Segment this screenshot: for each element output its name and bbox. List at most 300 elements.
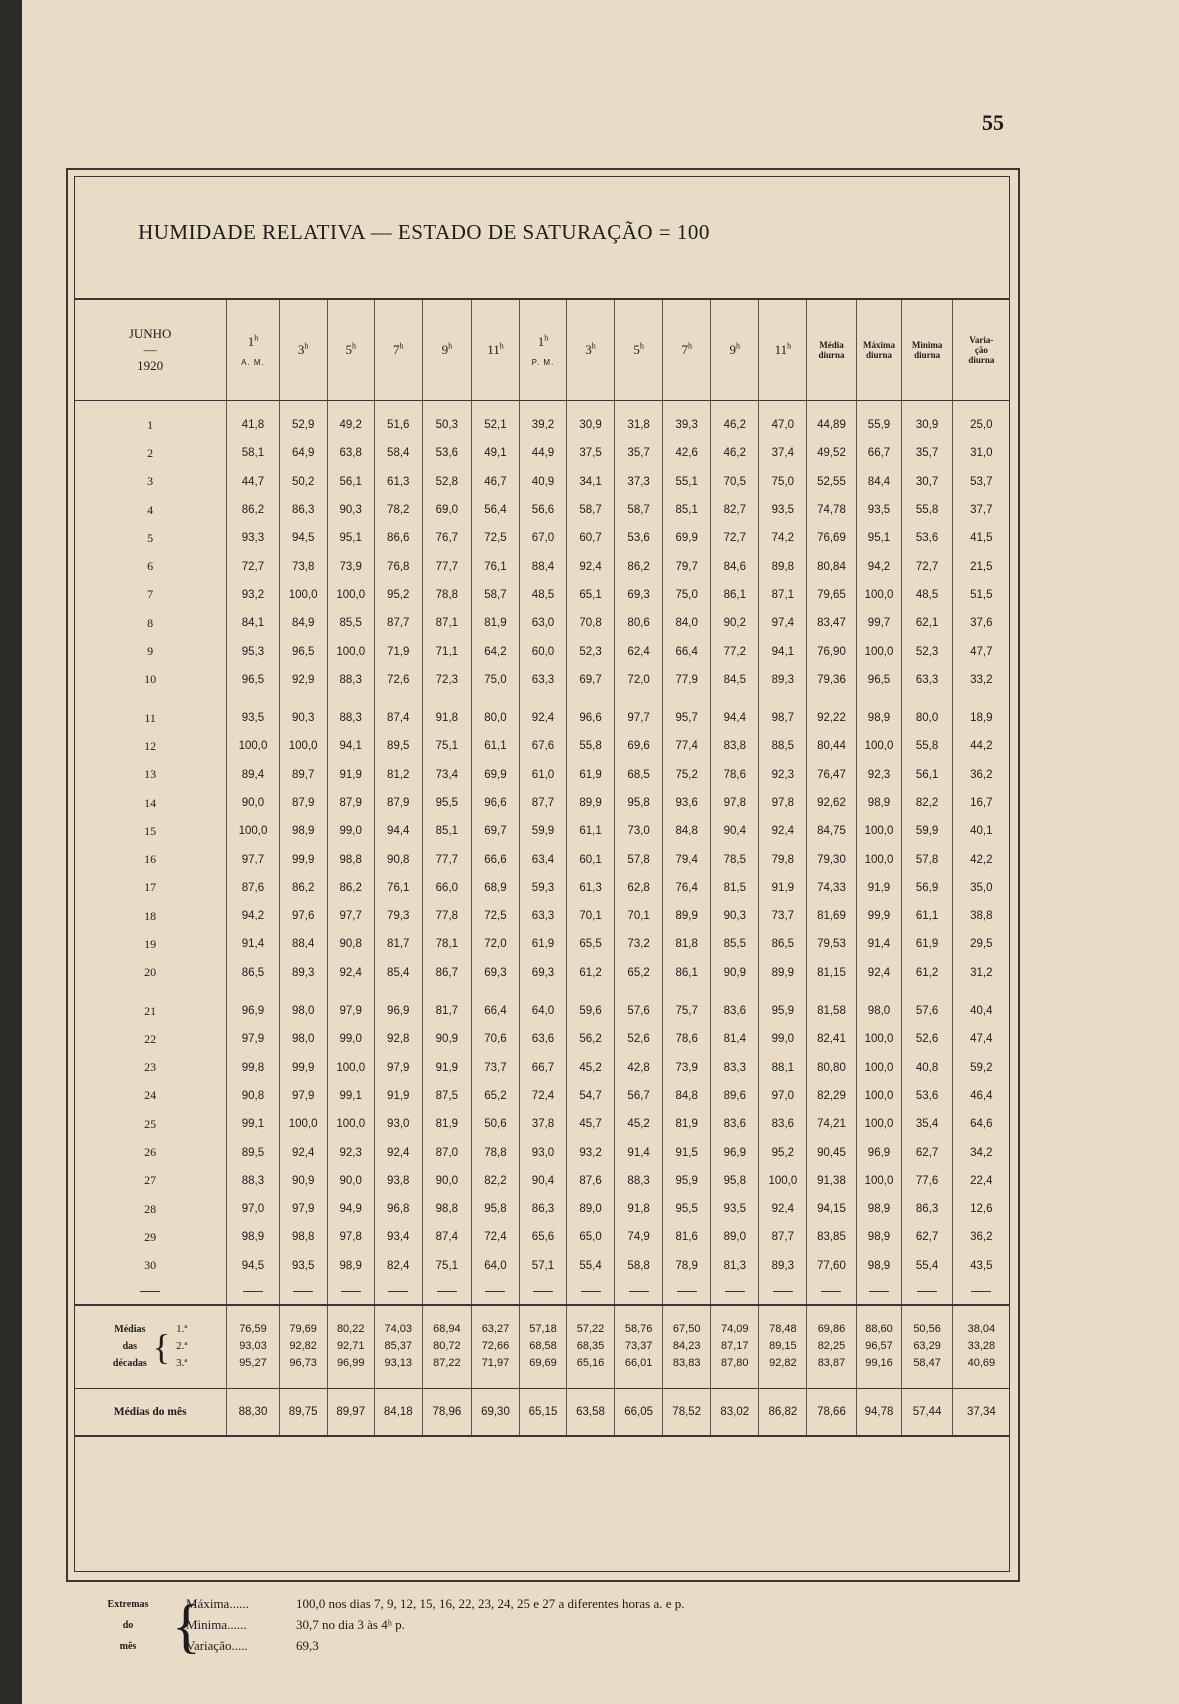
value-cell: 45,2 (567, 1054, 615, 1082)
value-cell: 92,3 (856, 761, 902, 789)
value-cell: 75,1 (422, 1252, 471, 1280)
table-row (74, 411, 1010, 439)
value-cell: 83,6 (759, 1110, 807, 1138)
value-cell: 82,4 (374, 1252, 422, 1280)
value-cell: 82,2 (902, 789, 952, 817)
spacer-cell (711, 694, 759, 704)
spacer-cell (663, 694, 711, 704)
spacer-cell (567, 401, 615, 412)
table-row (74, 552, 1010, 580)
table-row (74, 1138, 1010, 1166)
value-cell: 98,9 (856, 1223, 902, 1251)
header-hour-label (633, 342, 644, 357)
value-cell: 63,4 (520, 845, 567, 873)
value-cell: 74,78 (807, 496, 856, 524)
value-cell: 73,0 (615, 817, 663, 845)
value-cell: 61,2 (902, 959, 952, 987)
value-cell: 90,9 (279, 1167, 327, 1195)
value-cell: 81,4 (711, 1025, 759, 1053)
table-row (74, 1223, 1010, 1251)
month-mean-value: 84,18 (374, 1388, 422, 1436)
extreme-row (84, 1617, 984, 1638)
table-row (74, 1110, 1010, 1138)
dash-row (74, 1280, 1010, 1305)
value-cell: 90,4 (711, 817, 759, 845)
value-cell: 72,4 (471, 1223, 519, 1251)
value-cell: 63,0 (520, 609, 567, 637)
decade-label-word: décadas (112, 1358, 147, 1370)
spacer-cell (471, 694, 519, 704)
dash-mark (485, 1291, 505, 1292)
value-cell: 98,9 (856, 1195, 902, 1223)
dash-cell (327, 1280, 374, 1305)
spacer-cell (663, 401, 711, 412)
value-cell: 97,8 (711, 789, 759, 817)
decade-mean-value: 87,80 (721, 1357, 749, 1370)
value-cell: 91,9 (856, 874, 902, 902)
value-cell: 56,7 (615, 1082, 663, 1110)
value-cell: 91,9 (374, 1082, 422, 1110)
day-number: 3 (147, 474, 154, 489)
decade-mean-value: 38,04 (967, 1323, 996, 1336)
value-cell: 95,9 (759, 997, 807, 1025)
value-cell: 47,4 (952, 1025, 1010, 1053)
value-cell: 93,5 (279, 1252, 327, 1280)
spacer-cell (759, 694, 807, 704)
value-cell: 90,45 (807, 1138, 856, 1166)
decade-mean-value: 74,03 (384, 1323, 412, 1336)
decade-means-cell (567, 1305, 615, 1389)
value-cell: 30,9 (567, 411, 615, 439)
dash-mark (388, 1291, 408, 1292)
day-number: 30 (144, 1258, 157, 1273)
table-row (74, 581, 1010, 609)
value-cell: 93,8 (374, 1167, 422, 1195)
header-hour-suffix: h (639, 341, 644, 351)
spacer-cell (374, 987, 422, 997)
value-cell: 31,2 (952, 959, 1010, 987)
value-cell: 95,5 (663, 1195, 711, 1223)
value-cell: 94,5 (227, 1252, 279, 1280)
value-cell: 92,9 (279, 666, 327, 694)
spacer-cell (807, 987, 856, 997)
table-row (74, 666, 1010, 694)
value-cell: 71,9 (374, 637, 422, 665)
value-cell: 50,2 (279, 468, 327, 496)
value-cell: 78,2 (374, 496, 422, 524)
value-cell: 66,7 (856, 439, 902, 467)
day-number: 27 (144, 1173, 157, 1188)
day-number: 28 (144, 1201, 157, 1216)
decade-means-cell (374, 1305, 422, 1389)
header-hour-period: P. M. (531, 357, 555, 367)
value-cell: 81,9 (471, 609, 519, 637)
value-cell: 72,7 (902, 552, 952, 580)
value-cell: 100,0 (856, 1025, 902, 1053)
decade-mean-value: 83,87 (817, 1357, 846, 1370)
table-row (74, 1195, 1010, 1223)
dash-cell (279, 1280, 327, 1305)
value-cell: 83,47 (807, 609, 856, 637)
month-mean-value: 78,96 (422, 1388, 471, 1436)
header-month: JUNHO (128, 326, 172, 341)
value-cell: 92,4 (567, 552, 615, 580)
day-number: 14 (144, 795, 157, 810)
value-cell: 69,7 (567, 666, 615, 694)
header-stat-line: Minima (911, 340, 943, 350)
header-stat-line: diurna (914, 350, 941, 360)
value-cell: 55,4 (902, 1252, 952, 1280)
value-cell: 29,5 (952, 930, 1010, 958)
decade-ordinal: 1.ª (176, 1323, 188, 1336)
value-cell: 100,0 (856, 732, 902, 760)
day-number: 8 (147, 615, 154, 630)
value-cell: 66,7 (520, 1054, 567, 1082)
decade-mean-value: 65,16 (576, 1357, 605, 1370)
table-row (74, 930, 1010, 958)
decade-mean-value: 80,22 (336, 1323, 365, 1336)
decade-means-cell (279, 1305, 327, 1389)
value-cell: 69,7 (471, 817, 519, 845)
value-cell: 81,9 (422, 1110, 471, 1138)
value-cell: 76,4 (663, 874, 711, 902)
spacer-cell (663, 987, 711, 997)
spacer-cell (856, 401, 902, 412)
table-row (74, 845, 1010, 873)
value-cell: 78,5 (711, 845, 759, 873)
value-cell: 87,4 (374, 704, 422, 732)
value-cell: 92,4 (856, 959, 902, 987)
value-cell: 68,9 (471, 874, 519, 902)
value-cell: 82,7 (711, 496, 759, 524)
spacer-cell (711, 987, 759, 997)
value-cell: 81,6 (663, 1223, 711, 1251)
value-cell: 90,3 (711, 902, 759, 930)
value-cell: 56,6 (520, 496, 567, 524)
value-cell: 78,6 (663, 1025, 711, 1053)
value-cell: 87,9 (374, 789, 422, 817)
value-cell: 39,2 (520, 411, 567, 439)
value-cell: 94,9 (327, 1195, 374, 1223)
value-cell: 96,9 (374, 997, 422, 1025)
value-cell: 90,9 (711, 959, 759, 987)
value-cell: 36,2 (952, 1223, 1010, 1251)
value-cell: 70,1 (567, 902, 615, 930)
value-cell: 31,0 (952, 439, 1010, 467)
dash-mark (629, 1291, 649, 1292)
value-cell: 40,9 (520, 468, 567, 496)
value-cell: 99,9 (279, 845, 327, 873)
value-cell: 89,5 (227, 1138, 279, 1166)
value-cell: 85,5 (327, 609, 374, 637)
value-cell: 78,6 (711, 761, 759, 789)
value-cell: 53,6 (902, 1082, 952, 1110)
value-cell: 56,9 (902, 874, 952, 902)
value-cell: 92,4 (759, 817, 807, 845)
value-cell: 35,4 (902, 1110, 952, 1138)
value-cell: 57,6 (615, 997, 663, 1025)
header-hour-label (298, 342, 309, 357)
decade-means-cell (227, 1305, 279, 1389)
value-cell: 75,0 (663, 581, 711, 609)
day-number: 17 (144, 880, 157, 895)
day-number: 5 (147, 530, 154, 545)
value-cell: 100,0 (759, 1167, 807, 1195)
decade-brace: { (152, 1326, 171, 1367)
day-number: 20 (144, 965, 157, 980)
value-cell: 97,9 (279, 1082, 327, 1110)
dash-mark (533, 1291, 553, 1292)
value-cell: 100,0 (279, 1110, 327, 1138)
value-cell: 80,6 (615, 609, 663, 637)
value-cell: 92,3 (759, 761, 807, 789)
value-cell: 66,6 (471, 845, 519, 873)
decade-mean-value: 79,69 (289, 1323, 317, 1336)
dash-mark (821, 1291, 841, 1292)
value-cell: 87,1 (759, 581, 807, 609)
header-hour-suffix: h (544, 333, 549, 343)
month-mean-value: 88,30 (227, 1388, 279, 1436)
value-cell: 100,0 (279, 732, 327, 760)
decade-mean-value: 92,82 (289, 1340, 317, 1353)
value-cell: 72,0 (615, 666, 663, 694)
value-cell: 66,4 (663, 637, 711, 665)
value-cell: 84,75 (807, 817, 856, 845)
value-cell: 90,0 (327, 1167, 374, 1195)
decade-mean-value: 58,47 (913, 1357, 941, 1370)
day-number: 6 (147, 559, 154, 574)
value-cell: 81,9 (663, 1110, 711, 1138)
value-cell: 74,2 (759, 524, 807, 552)
value-cell: 56,1 (902, 761, 952, 789)
day-number: 19 (144, 936, 157, 951)
value-cell: 78,8 (471, 1138, 519, 1166)
value-cell: 96,9 (227, 997, 279, 1025)
value-cell: 55,1 (663, 468, 711, 496)
value-cell: 97,7 (227, 845, 279, 873)
header-hour-number: 5 (633, 342, 640, 358)
value-cell: 97,9 (374, 1054, 422, 1082)
value-cell: 65,1 (567, 581, 615, 609)
month-mean-value: 65,15 (520, 1388, 567, 1436)
decade-mean-value: 96,57 (865, 1340, 893, 1353)
decade-means-cell (759, 1305, 807, 1389)
dash-cell (471, 1280, 519, 1305)
spacer-cell (520, 694, 567, 704)
value-cell: 65,6 (520, 1223, 567, 1251)
value-cell: 92,4 (520, 704, 567, 732)
day-number: 29 (144, 1229, 157, 1244)
value-cell: 61,2 (567, 959, 615, 987)
value-cell: 42,2 (952, 845, 1010, 873)
header-stat (856, 300, 902, 401)
value-cell: 91,5 (663, 1138, 711, 1166)
day-number: 25 (144, 1116, 157, 1131)
dash-cell (422, 1280, 471, 1305)
value-cell: 79,53 (807, 930, 856, 958)
value-cell: 62,7 (902, 1138, 952, 1166)
value-cell: 89,5 (374, 732, 422, 760)
value-cell: 56,4 (471, 496, 519, 524)
value-cell: 93,5 (856, 496, 902, 524)
decade-means-cell (327, 1305, 374, 1389)
value-cell: 69,9 (471, 761, 519, 789)
dash-cell (374, 1280, 422, 1305)
spacer-cell (902, 401, 952, 412)
value-cell: 90,0 (422, 1167, 471, 1195)
decade-means-label (74, 1305, 227, 1389)
decade-mean-value: 96,99 (336, 1357, 365, 1370)
decade-mean-value: 71,97 (481, 1357, 510, 1370)
value-cell: 99,9 (856, 902, 902, 930)
value-cell: 67,0 (520, 524, 567, 552)
decade-means-cell (422, 1305, 471, 1389)
spacer-cell (327, 401, 374, 412)
day-number: 4 (147, 502, 154, 517)
value-cell: 97,7 (615, 704, 663, 732)
spacer-cell (279, 401, 327, 412)
header-stat-line: diurna (968, 355, 995, 365)
value-cell: 87,1 (422, 609, 471, 637)
value-cell: 41,5 (952, 524, 1010, 552)
spacer-cell (952, 401, 1010, 412)
value-cell: 82,41 (807, 1025, 856, 1053)
value-cell: 100,0 (227, 732, 279, 760)
value-cell: 76,1 (374, 874, 422, 902)
value-cell: 94,5 (279, 524, 327, 552)
header-hour-suffix: h (304, 341, 309, 351)
decade-mean-value: 72,66 (481, 1340, 510, 1353)
value-cell: 90,4 (520, 1167, 567, 1195)
header-hour-suffix: h (687, 341, 692, 351)
value-cell: 96,5 (279, 637, 327, 665)
value-cell: 73,4 (422, 761, 471, 789)
header-hour-label (442, 342, 453, 357)
decade-mean-value: 80,72 (433, 1340, 461, 1353)
decade-mean-value: 92,82 (769, 1357, 797, 1370)
value-cell: 62,7 (902, 1223, 952, 1251)
value-cell: 99,0 (327, 817, 374, 845)
value-cell: 38,8 (952, 902, 1010, 930)
value-cell: 93,3 (227, 524, 279, 552)
decade-mean-value: 99,16 (865, 1357, 893, 1370)
header-stat (902, 300, 952, 401)
value-cell: 85,1 (422, 817, 471, 845)
value-cell: 52,1 (471, 411, 519, 439)
value-cell: 72,7 (227, 552, 279, 580)
decade-mean-value: 85,37 (384, 1340, 412, 1353)
decade-mean-value: 68,94 (433, 1323, 461, 1336)
extreme-brace: { (172, 1593, 201, 1659)
spacer-cell (615, 694, 663, 704)
value-cell: 50,6 (471, 1110, 519, 1138)
value-cell: 53,6 (902, 524, 952, 552)
value-cell: 95,8 (471, 1195, 519, 1223)
value-cell: 40,4 (952, 997, 1010, 1025)
month-mean-value: 89,75 (279, 1388, 327, 1436)
value-cell: 96,6 (471, 789, 519, 817)
value-cell: 84,4 (856, 468, 902, 496)
value-cell: 93,2 (567, 1138, 615, 1166)
value-cell: 69,3 (471, 959, 519, 987)
day-number: 22 (144, 1031, 157, 1046)
header-hour-suffix: h (736, 341, 741, 351)
header-hour-label (775, 342, 792, 357)
value-cell: 95,2 (759, 1138, 807, 1166)
value-cell: 70,1 (615, 902, 663, 930)
value-cell: 35,7 (902, 439, 952, 467)
extreme-row (84, 1638, 984, 1659)
value-cell: 49,2 (327, 411, 374, 439)
value-cell: 87,4 (422, 1223, 471, 1251)
value-cell: 84,1 (227, 609, 279, 637)
value-cell: 72,0 (471, 930, 519, 958)
value-cell: 56,2 (567, 1025, 615, 1053)
value-cell: 88,3 (327, 666, 374, 694)
value-cell: 61,9 (567, 761, 615, 789)
value-cell: 83,8 (711, 732, 759, 760)
value-cell: 97,8 (327, 1223, 374, 1251)
value-cell: 70,5 (711, 468, 759, 496)
value-cell: 69,6 (615, 732, 663, 760)
dash-mark (677, 1291, 697, 1292)
value-cell: 99,1 (327, 1082, 374, 1110)
value-cell: 47,0 (759, 411, 807, 439)
dash-mark (243, 1291, 263, 1292)
value-cell: 63,8 (327, 439, 374, 467)
value-cell: 90,0 (227, 789, 279, 817)
value-cell: 91,4 (615, 1138, 663, 1166)
decade-mean-value: 78,48 (769, 1323, 797, 1336)
value-cell: 92,4 (374, 1138, 422, 1166)
value-cell: 18,9 (952, 704, 1010, 732)
dash-mark (971, 1291, 991, 1292)
decade-mean-value: 83,83 (672, 1357, 701, 1370)
value-cell: 55,4 (567, 1252, 615, 1280)
value-cell: 98,9 (279, 817, 327, 845)
value-cell: 30,7 (902, 468, 952, 496)
value-cell: 100,0 (279, 581, 327, 609)
decade-means-cell (615, 1305, 663, 1389)
value-cell: 12,6 (952, 1195, 1010, 1223)
value-cell: 46,7 (471, 468, 519, 496)
decade-mean-value: 74,09 (721, 1323, 749, 1336)
spacer-cell (952, 694, 1010, 704)
value-cell: 94,4 (374, 817, 422, 845)
decade-mean-value: 58,76 (624, 1323, 653, 1336)
value-cell: 89,0 (567, 1195, 615, 1223)
table-row (74, 1167, 1010, 1195)
value-cell: 37,5 (567, 439, 615, 467)
dash-mark (773, 1291, 793, 1292)
value-cell: 91,8 (422, 704, 471, 732)
value-cell: 88,3 (327, 704, 374, 732)
decade-mean-value: 33,28 (967, 1340, 996, 1353)
value-cell: 68,5 (615, 761, 663, 789)
decade-label-group (74, 1321, 226, 1372)
decade-means-row (74, 1305, 1010, 1389)
value-cell: 88,3 (227, 1167, 279, 1195)
value-cell: 58,7 (471, 581, 519, 609)
header-dash: — (143, 342, 157, 357)
value-cell: 74,21 (807, 1110, 856, 1138)
value-cell: 95,9 (663, 1167, 711, 1195)
value-cell: 85,1 (663, 496, 711, 524)
value-cell: 87,9 (279, 789, 327, 817)
value-cell: 94,1 (327, 732, 374, 760)
decade-mean-value: 95,27 (239, 1357, 267, 1370)
value-cell: 77,2 (711, 637, 759, 665)
